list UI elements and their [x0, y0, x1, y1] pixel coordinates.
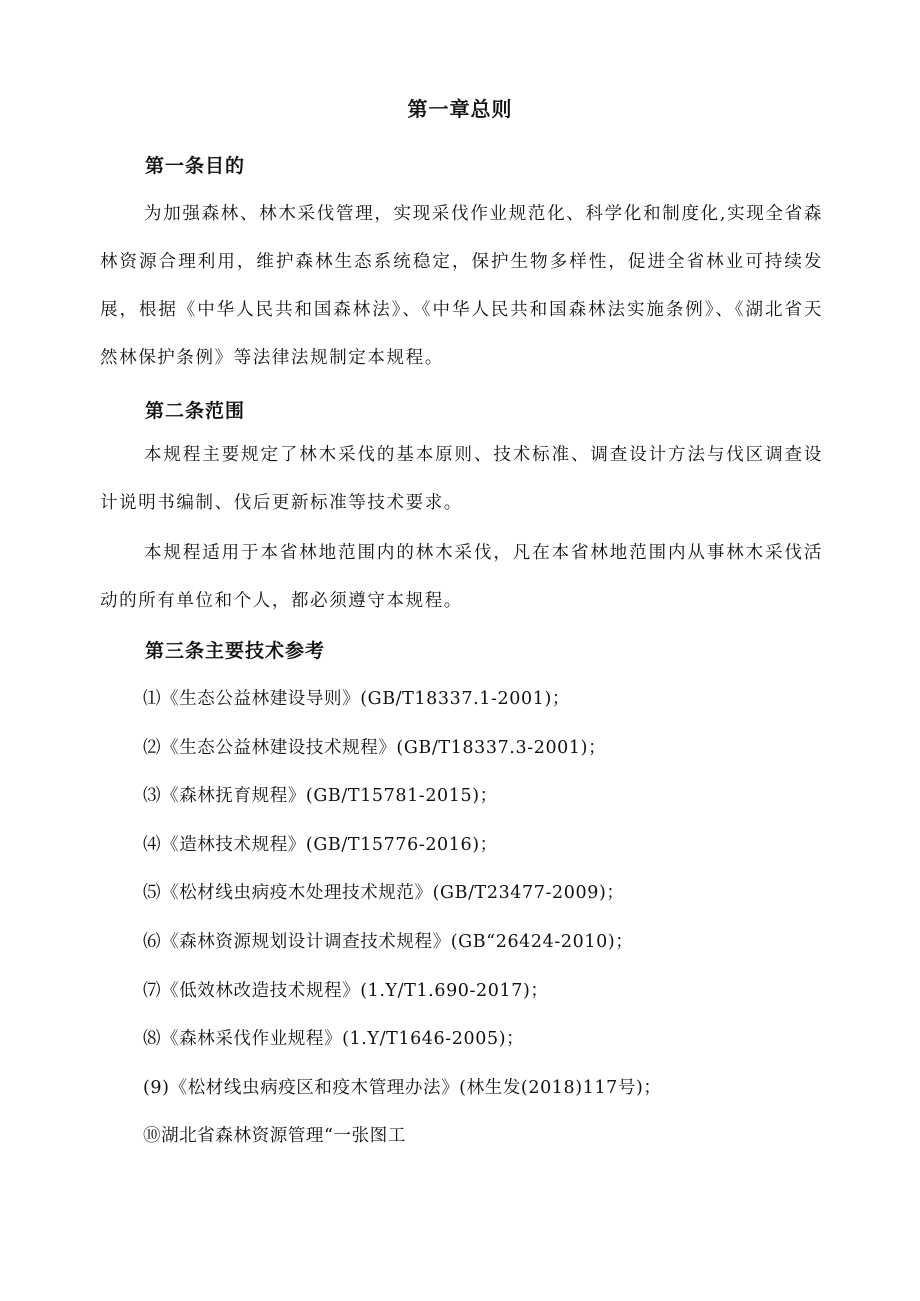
reference-item: ⑴《生态公益林建设导则》(GB/T18337.1-2001)；	[143, 689, 570, 709]
article-heading-purpose: 第一条目的	[145, 155, 246, 177]
article-heading-references: 第三条主要技术参考	[145, 640, 326, 662]
reference-item: ⑷《造林技术规程》(GB/T15776-2016)；	[143, 834, 498, 855]
scope-paragraph-2: 本规程适用于本省林地范围内的林木采伐，凡在本省林地范围内从事林木采伐活动的所有单位和个人，都必须遵守本规程。	[100, 543, 823, 611]
purpose-paragraph: 为加强森林、林木采伐管理，实现采伐作业规范化、科学化和制度化,实现全省森林资源合理利用，维护森林生态系统稳定，保护生物多样性，促进全省林业可持续发展，根据《中华人民共和国森林法》、《中华人民共和国森林法实施条例》、《湖北省天然林保护条例》等法律法规制定本规程。	[100, 204, 823, 368]
reference-item: ⑹《森林资源规划设计调查技术规程》(GB“26424-2010)；	[143, 931, 634, 952]
article-heading-scope: 第二条范围	[145, 400, 246, 422]
reference-item: ⑩湖北省森林资源管理“一张图工	[143, 1126, 406, 1147]
reference-item: ⑶《森林抚育规程》(GB/T15781-2015)；	[143, 786, 498, 807]
reference-list	[143, 675, 662, 1161]
reference-item: ⑸《松材线虫病疫木处理技术规范》(GB/T23477-2009)；	[143, 883, 625, 904]
reference-item: ⑵《生态公益林建设技术规程》(GB/T18337.3-2001)；	[143, 737, 607, 758]
reference-item: ⑻《森林采伐作业规程》(1.Y/T1646-2005)；	[143, 1029, 525, 1050]
chapter-title: 第一章总则	[407, 97, 513, 121]
scope-paragraph-1: 本规程主要规定了林木采伐的基本原则、技术标准、调查设计方法与伐区调查设计说明书编制、伐后更新标准等技术要求。	[100, 445, 823, 513]
reference-item: (9)《松材线虫病疫区和疫木管理办法》(林生发(2018)117号)；	[143, 1077, 662, 1098]
reference-item: ⑺《低效林改造技术规程》(1.Y/T1.690-2017)；	[143, 980, 549, 1001]
